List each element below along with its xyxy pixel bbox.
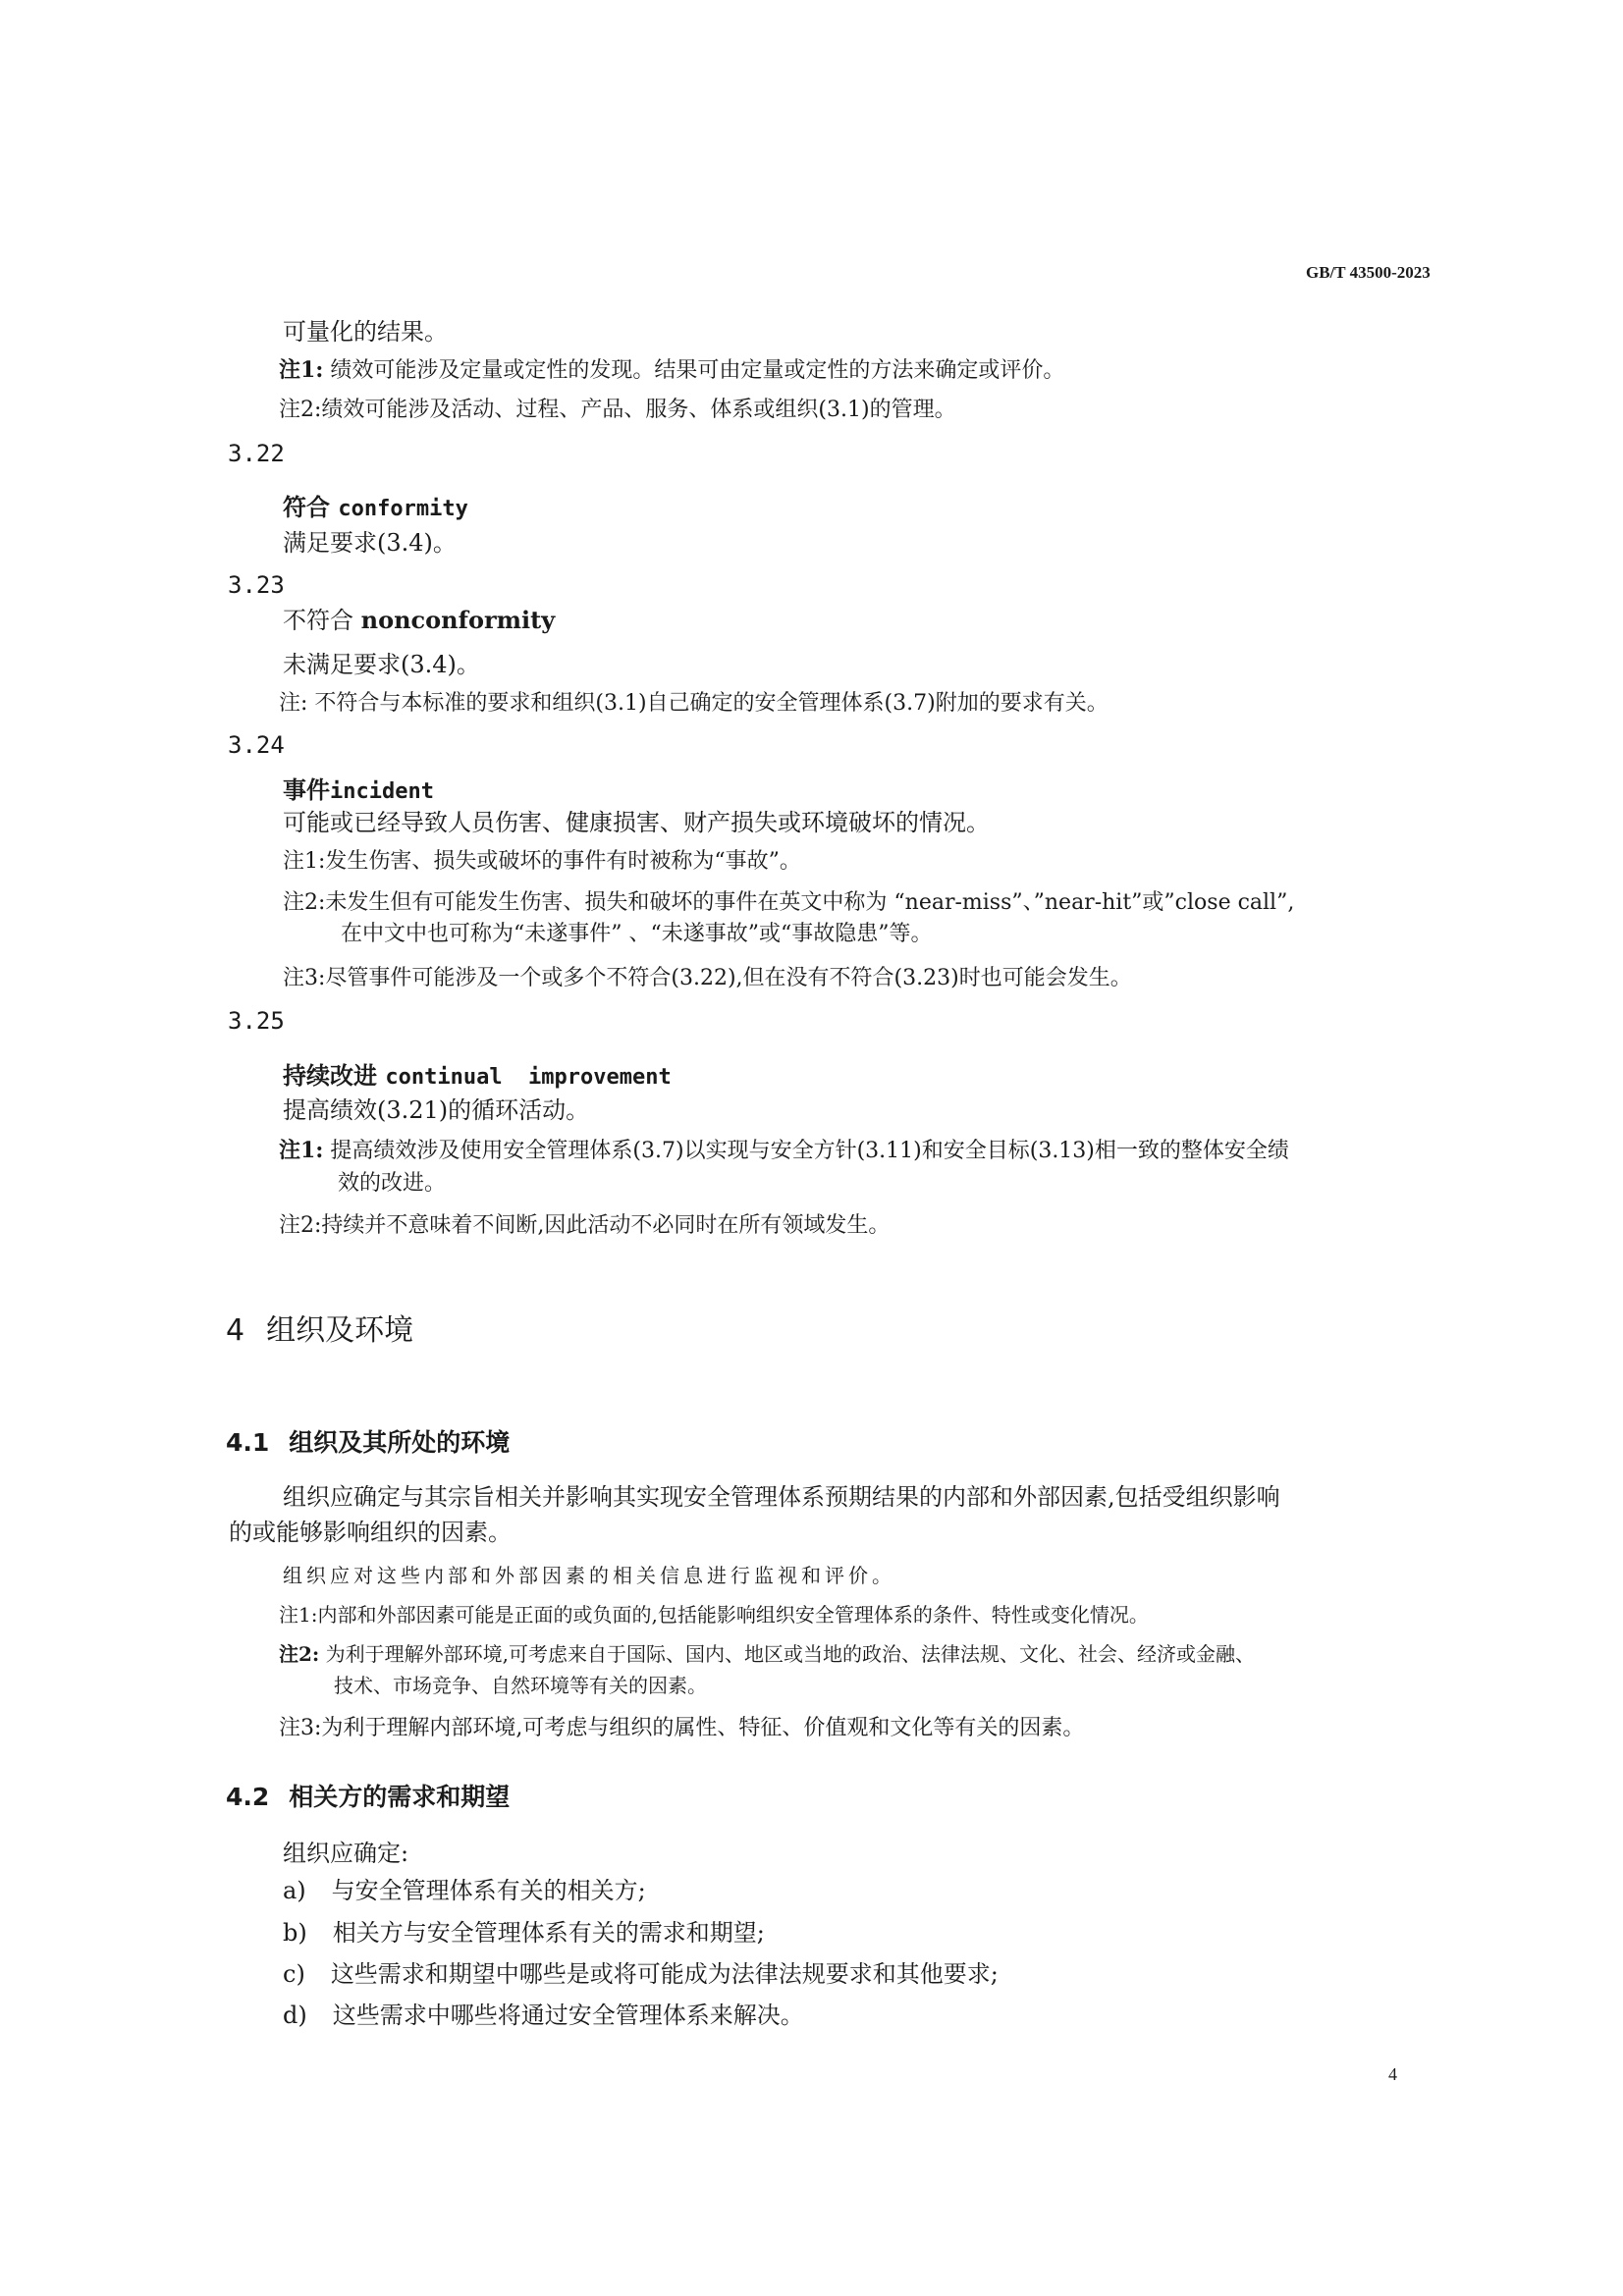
term-en: nonconformity [360,606,556,634]
list-marker: b) [283,1919,307,1947]
clause-number: 3.23 [228,571,285,599]
paragraph: 可量化的结果。 [283,318,448,346]
note-label: 注2: [279,1642,320,1666]
page-number: 4 [1388,2064,1397,2084]
note-continuation: 在中文中也可称为“未遂事件” 、“未遂事故”或“事故隐患”等。 [341,922,933,946]
chapter-number: 4 [226,1313,245,1348]
paragraph: 组织应确定: [283,1840,409,1867]
definition: 满足要求(3.4)。 [283,529,457,557]
note: 注: 不符合与本标准的要求和组织(3.1)自己确定的安全管理体系(3.7)附加的要求有关。 [279,691,1109,716]
list-text: 这些需求中哪些将通过安全管理体系来解决。 [332,2002,804,2029]
term-heading [283,605,555,636]
chapter-title: 组织及环境 [266,1313,414,1348]
list-item [283,1917,765,1949]
paragraph: 组织应对这些内部和外部因素的相关信息进行监视和评价。 [283,1564,895,1587]
note-continuation: 效的改进。 [338,1171,447,1196]
note [279,355,1064,386]
term-heading [283,488,468,522]
clause-number: 3.25 [228,1007,285,1035]
paragraph: 组织应确定与其宗旨相关并影响其实现安全管理体系预期结果的内部和外部因素,包括受组织影响 [283,1483,1280,1511]
term-en: continual improvement [385,1065,672,1090]
term-en: conformity [338,497,468,521]
term-en: incident [330,779,434,804]
standard-number: GB/T 43500-2023 [1306,263,1431,282]
section-heading [226,1423,510,1459]
term-zh: 持续改进 [283,1061,377,1090]
note [279,1136,1289,1166]
section-number: 4.1 [226,1428,270,1457]
note: 注1:内部和外部因素可能是正面的或负面的,包括能影响组织安全管理体系的条件、特性或变化情况。 [279,1603,1149,1627]
note-continuation: 技术、市场竞争、自然环境等有关的因素。 [334,1674,707,1697]
definition: 可能或已经导致人员伤害、健康损害、财产损失或环境破坏的情况。 [283,809,990,836]
section-heading [226,1778,510,1813]
note: 注2:绩效可能涉及活动、过程、产品、服务、体系或组织(3.1)的管理。 [279,398,956,422]
list-item [283,1875,646,1906]
term-zh: 符合 [283,493,330,521]
term-heading [283,1056,672,1091]
note [279,1640,1255,1668]
definition: 提高绩效(3.21)的循环活动。 [283,1096,590,1124]
note: 注2:未发生但有可能发生伤害、损失和破坏的事件在英文中称为 “near-miss”、”near-hit”或”close call”, [283,890,1295,915]
section-number: 4.2 [226,1783,270,1811]
term-zh: 事件 [283,775,330,804]
list-marker: d) [283,2002,307,2029]
note-text: 绩效可能涉及定量或定性的发现。结果可由定量或定性的方法来确定或评价。 [323,358,1065,383]
clause-number: 3.24 [228,731,285,759]
list-text: 与安全管理体系有关的相关方; [331,1877,646,1904]
term-heading [283,771,434,805]
clause-number: 3.22 [228,440,285,467]
section-title: 组织及其所处的环境 [289,1428,511,1457]
list-marker: a) [283,1877,306,1904]
list-item [283,1958,999,1990]
note-label: 注1: [279,357,324,383]
list-text: 这些需求和期望中哪些是或将可能成为法律法规要求和其他要求; [330,1960,999,1988]
note: 注2:持续并不意味着不间断,因此活动不必同时在所有领域发生。 [279,1213,891,1238]
note-label: 注1: [279,1138,324,1163]
chapter-heading [226,1306,413,1349]
paragraph-continuation: 的或能够影响组织的因素。 [229,1519,512,1546]
list-marker: c) [283,1960,305,1988]
list-item [283,2000,804,2031]
list-text: 相关方与安全管理体系有关的需求和期望; [332,1919,765,1947]
note-text: 为利于理解外部环境,可考虑来自于国际、国内、地区或当地的政治、法律法规、文化、社会、经济或金融、 [319,1642,1256,1666]
note: 注1:发生伤害、损失或破坏的事件有时被称为“事故”。 [283,849,801,874]
definition: 未满足要求(3.4)。 [283,651,480,678]
term-zh: 不符合 [283,607,353,634]
note-text: 提高绩效涉及使用安全管理体系(3.7)以实现与安全方针(3.11)和安全目标(3.13)相一致的整体安全绩 [323,1139,1289,1163]
note: 注3:尽管事件可能涉及一个或多个不符合(3.22),但在没有不符合(3.23)时也可能会发生。 [283,966,1132,990]
note: 注3:为利于理解内部环境,可考虑与组织的属性、特征、价值观和文化等有关的因素。 [279,1716,1085,1740]
section-title: 相关方的需求和期望 [289,1783,511,1811]
